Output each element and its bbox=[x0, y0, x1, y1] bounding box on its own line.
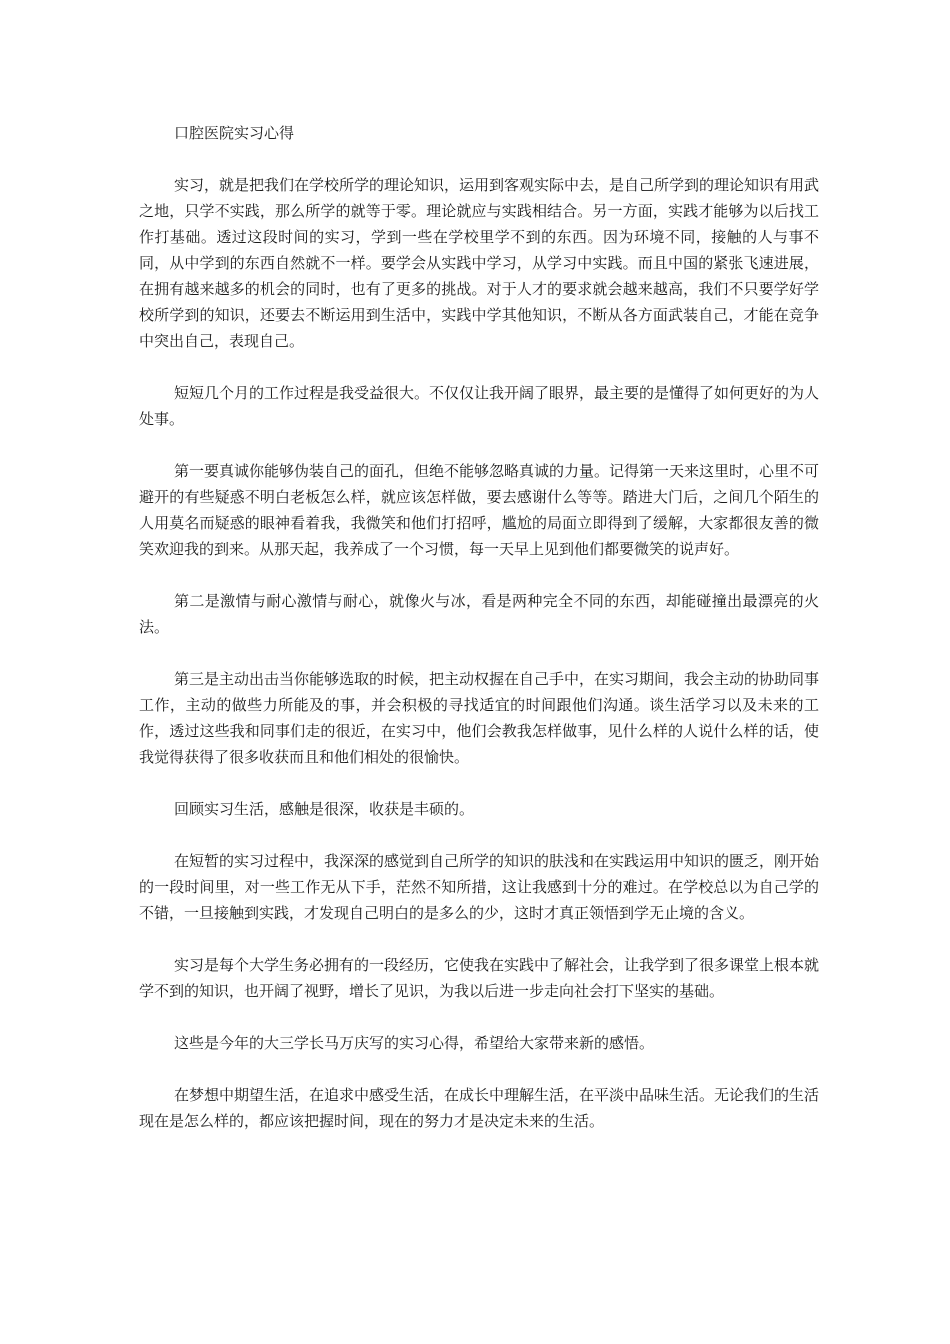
paragraph-7: 在短暂的实习过程中，我深深的感觉到自己所学的知识的肤浅和在实践运用中知识的匮乏，刚开始的一段时间里，对一些工作无从下手，茫然不知所措，这让我感到十分的难过。在学校总以为自己学的不错，一旦接触到实践，才发现自己明白的是多么的少，这时才真正领悟到学无止境的含义。 bbox=[139, 852, 820, 922]
paragraph-3: 第一要真诚你能够伪装自己的面孔，但绝不能够忽略真诚的力量。记得第一天来这里时，心里不可避开的有些疑惑不明白老板怎么样，就应该怎样做，要去感谢什么等等。踏进大门后，之间几个陌生的人用莫名而疑惑的眼神看着我，我微笑和他们打招呼，尴尬的局面立即得到了缓解，大家都很友善的微笑欢迎我的到来。从那天起，我养成了一个习惯，每一天早上见到他们都要微笑的说声好。 bbox=[139, 462, 820, 558]
paragraph-10: 在梦想中期望生活，在追求中感受生活，在成长中理解生活，在平淡中品味生活。无论我们的生活现在是怎么样的，都应该把握时间，现在的努力才是决定未来的生活。 bbox=[139, 1086, 820, 1130]
paragraph-4: 第二是激情与耐心激情与耐心，就像火与冰，看是两种完全不同的东西，却能碰撞出最漂亮的火法。 bbox=[139, 592, 819, 636]
paragraph-9: 这些是今年的大三学长马万庆写的实习心得，希望给大家带来新的感悟。 bbox=[174, 1034, 655, 1052]
document-body bbox=[139, 120, 819, 1160]
paragraph-6: 回顾实习生活，感触是很深，收获是丰硕的。 bbox=[174, 800, 475, 818]
paragraph-8: 实习是每个大学生务必拥有的一段经历，它使我在实践中了解社会，让我学到了很多课堂上根本就学不到的知识，也开阔了视野，增长了见识，为我以后进一步走向社会打下坚实的基础。 bbox=[139, 956, 820, 1000]
paragraph-5: 第三是主动出击当你能够选取的时候，把主动权握在自己手中，在实习期间，我会主动的协助同事工作，主动的做些力所能及的事，并会积极的寻找适宜的时间跟他们沟通。谈生活学习以及未来的工作，透过这些我和同事们走的很近，在实习中，他们会教我怎样做事，见什么样的人说什么样的话，使我觉得获得了很多收获而且和他们相处的很愉快。 bbox=[139, 670, 820, 766]
paragraph-1: 实习，就是把我们在学校所学的理论知识，运用到客观实际中去，是自己所学到的理论知识有用武之地，只学不实践，那么所学的就等于零。理论就应与实践相结合。另一方面，实践才能够为以后找工作打基础。透过这段时间的实习，学到一些在学校里学不到的东西。因为环境不同，接触的人与事不同，从中学到的东西自然就不一样。要学会从实践中学习，从学习中实践。而且中国的紧张飞速进展，在拥有越来越多的机会的同时，也有了更多的挑战。对于人才的要求就会越来越高，我们不只要学好学校所学到的知识，还要去不断运用到生活中，实践中学其他知识，不断从各方面武装自己，才能在竞争中突出自己，表现自己。 bbox=[139, 176, 820, 350]
paragraph-2: 短短几个月的工作过程是我受益很大。不仅仅让我开阔了眼界，最主要的是懂得了如何更好的为人处事。 bbox=[139, 384, 820, 428]
document-title: 口腔医院实习心得 bbox=[174, 124, 295, 142]
